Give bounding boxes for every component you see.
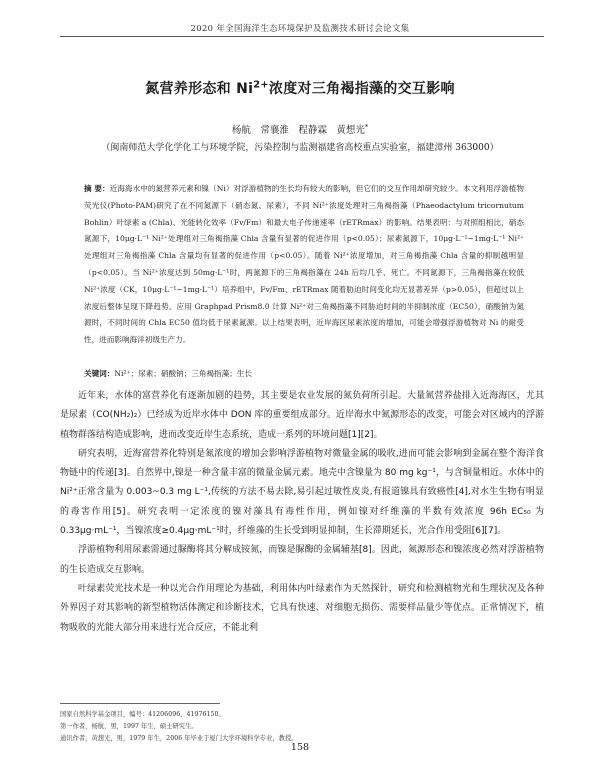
abstract-label: 摘 要：	[84, 184, 110, 193]
paper-title	[0, 78, 600, 98]
author-names: 杨航 常襄淮 程静霖 黄想光	[231, 125, 365, 136]
page-number: 158	[290, 742, 310, 753]
running-header: 2020 年全国海洋生态环境保护及监测技术研讨会论文集	[190, 23, 410, 33]
abstract	[84, 181, 524, 349]
keywords-text: Ni²⁺；尿素；硝酸钠；三角褐指藻；生长	[114, 369, 252, 378]
footnote-rule	[60, 703, 220, 704]
keywords	[84, 368, 524, 379]
abstract-text: 近海海水中的氮营养元素和镍（Ni）对浮游植物的生长均有较大的影响，但它们的交互作用却研究较少。本文利用浮游植物荧光仪(Photo-PAM)研究了在不同氮源下（硝态氮、尿素），不同 Ni²⁺浓度处理对三角褐指藻（Phaeodactylum tricornutum Bohlin）叶绿素 a (Chla)、光能转化效率（Fv/Fm）和最大电子传递速率（rETRmax）的影响。结果表明：与对照组相比，硝态氮源下，10μg·L⁻¹ Ni²⁺处理组对三角褐指藻 Chla 含量有显著的促进作用（p<0.05）；尿素氮源下，10μg·L⁻¹~1mg·L⁻¹ Ni²⁺处理组对三角褐指藻 Chla 含量均有显著的促进作用（p<0.05）。随着 Ni²⁺浓度增加，对三角褐指藻 Chla 含量的抑制越明显（p<0.05）。当 Ni²⁺浓度达到 50mg·L⁻¹时，两氮源下的三角褐指藻在 24h 后均几乎、死亡。不同氮源下，三角褐指藻在较低 Ni²⁺浓度（CK，10μg·L⁻¹~1mg·L⁻¹）培养组中，Fv/Fm、rETRmax 随着胁迫时间变化均无显著差异（p>0.05），但超过以上浓度后整体呈现下降趋势。应用 Graphpad Prism8.0 计算 Ni²⁺对三角褐指藻不同胁迫时间的半抑制浓度（EC50），硝酸钠为氮源时，不同时间的 Chla EC50 值均低于尿素氮源。以上结果表明，近岸海区尿素浓度的增加，可能会增强浮游植物对 Ni 的耐受性，进而影响海洋初级生产力。	[84, 184, 524, 345]
header-rule	[60, 36, 544, 37]
title-superscript: 2+	[253, 79, 269, 91]
title-part-2: 浓度对三角褐指藻的交互影响	[268, 81, 455, 97]
footnote-first-author: 第一作者，杨航，男，1997 年生，硕士研究生。	[60, 723, 198, 730]
body-paragraph: 研究表明，近海富营养化特别是氮浓度的增加会影响浮游植物对微量金属的吸收,进而可能会影响到金属在整个海洋食物链中的传递[3]。自然界中,镍是一种含量丰富的微量金属元素。地壳中含镍量为 80 mg kg⁻¹，与含铜量相近。水体中的 Ni²⁺正常含量为 0.003~0.3 mg L⁻¹,传统的方法不易去除,易引起过敏性皮炎,有报道镍具有致癌性[4],对水生生物有明显的毒害作用[5]。研究表明一定浓度的镍对藻具有毒性作用，例如镍对纤维藻的半数有效浓度 96h EC₅₀ 为 0.33μg·mL⁻¹，当镍浓度≥0.4μg·mL⁻¹时，纤维藻的生长受到明显抑制，生长滞期延长，光合作用受阻[6][7]。	[60, 448, 544, 537]
footnote-funding: 国家自然科学基金项目，编号：41206096，41976150。	[60, 711, 225, 718]
author-list	[0, 122, 600, 136]
body-paragraph: 叶绿素荧光技术是一种以光合作用理论为基础，利用体内叶绿素作为天然探针，研究和检测植物光和生理状况及各种外界因子对其影响的新型植物活体测定和诊断技术，它具有快速、对细胞无损伤、需要样品量少等优点。正常情况下，植物吸收的光能大部分用来进行光合反应，不能北利	[60, 583, 544, 633]
body-text	[60, 387, 544, 638]
title-part-1: 氮营养形态和 Ni	[145, 81, 254, 97]
body-paragraph: 浮游植物利用尿素需通过脲酶将其分解成铵氮，而镍是脲酶的金属辅基[8]。因此，氮源形态和镍浓度必然对浮游植物的生长造成交互影响。	[60, 545, 544, 575]
affiliation: （闽南师范大学化学化工与环境学院，污染控制与监测福建省高校重点实验室，福建漳州 363000）	[101, 143, 499, 153]
body-paragraph: 近年来，水体的富营养化有逐渐加剧的趋势，其主要是农业发展的氮负荷所引起。大量氮营养盐排入近海海区，尤其是尿素（CO(NH₂)₂）已经成为近岸水体中 DON 库的重要组成部分。近岸海水中氮源形态的改变，可能会对区域内的浮游植物群落结构造成影响，进而改变近岸生态系统，造成一系列的环境问题[1][2]。	[60, 391, 544, 440]
footnote-corresponding: 通讯作者，黄想光，男，1979 年生，2006 年毕业于厦门大学环境科学专业，教授。	[60, 735, 298, 742]
corresponding-mark: *	[364, 122, 369, 131]
footnotes	[60, 709, 544, 745]
keywords-label: 关键词：	[84, 369, 115, 378]
